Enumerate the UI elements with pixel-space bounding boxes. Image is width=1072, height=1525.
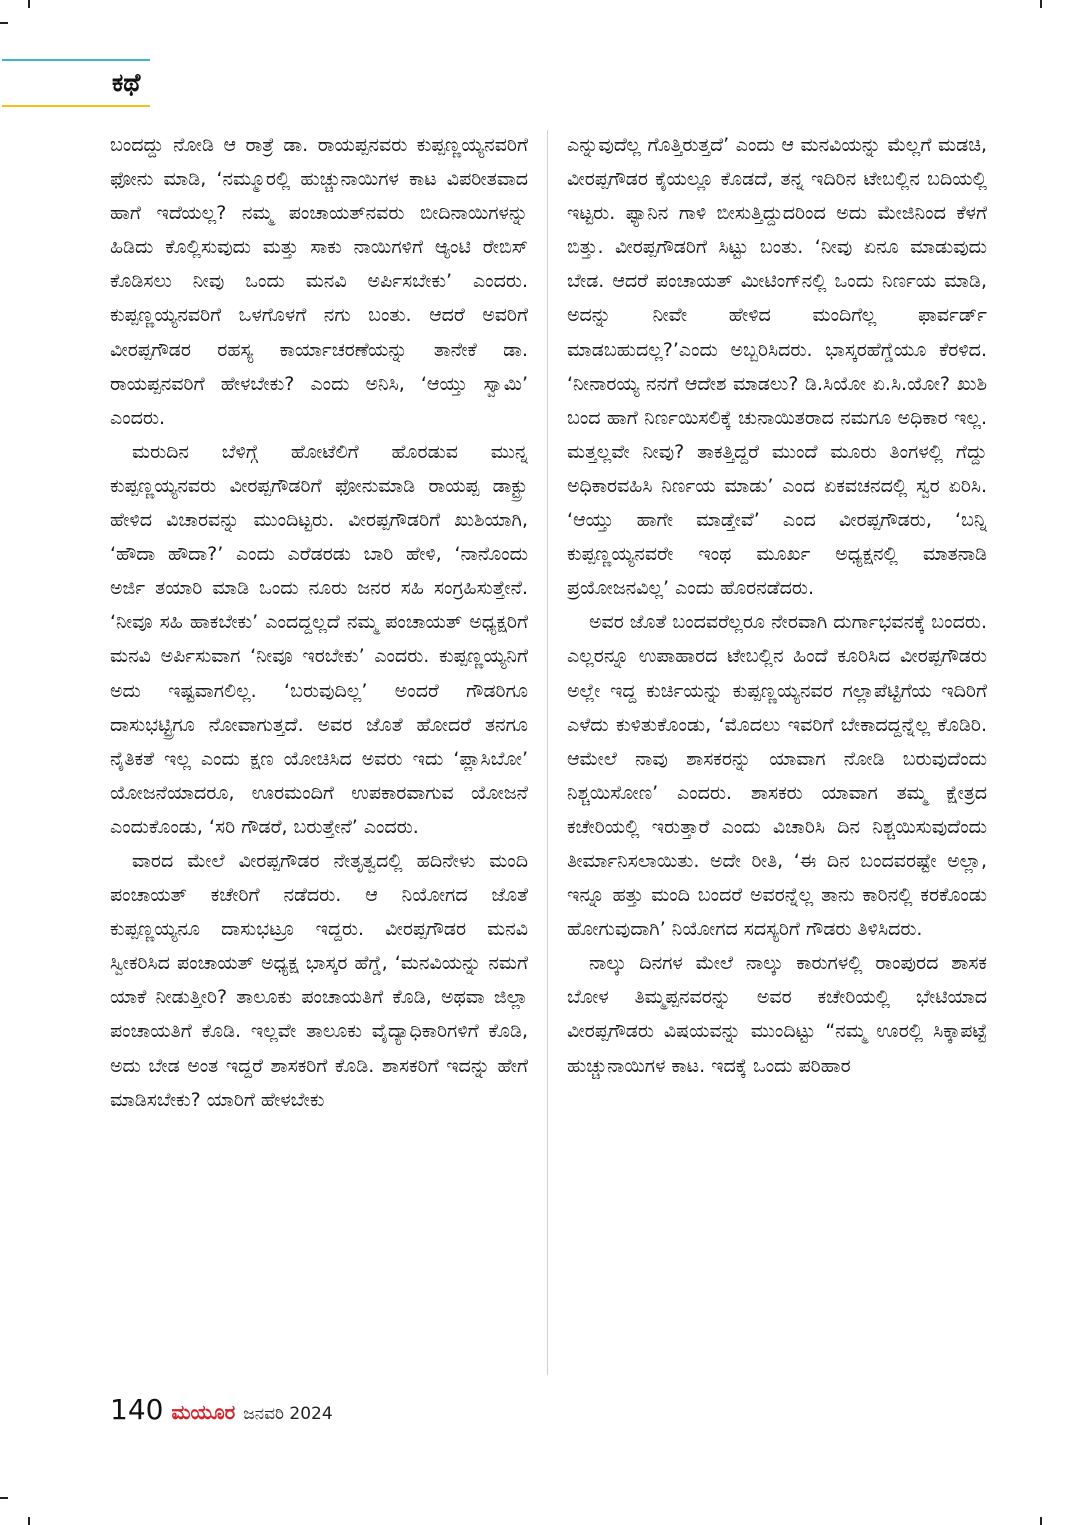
crop-mark-top-right (1040, 0, 1042, 8)
left-column (110, 128, 528, 1378)
crop-mark-bottom-left (28, 1517, 30, 1525)
section-rule-top (2, 59, 150, 61)
section-rule-bottom (2, 105, 150, 107)
column-divider (547, 130, 548, 1375)
right-column (567, 128, 987, 1378)
crop-mark-top-left (28, 0, 30, 8)
crop-mark-left-upper (0, 22, 8, 24)
right-paragraph-1: ಎನ್ನುವುದೆಲ್ಲ ಗೊತ್ತಿರುತ್ತದೆ’ ಎಂದು ಆ ಮನವಿಯನ್ನು ಮೆಲ್ಲಗೆ ಮಡಚಿ, ವೀರಪ್ಪಗೌಡರ ಕೈಯಲ್ಲೂ ಕೊಡದೆ, ತನ್ನ ಇದಿರಿನ ಟೇಬಲ್ಲಿನ ಬದಿಯಲ್ಲಿ ಇಟ್ಟರು. ಫ್ಯಾನಿನ ಗಾಳಿ ಬೀಸುತ್ತಿದ್ದುದರಿಂದ ಅದು ಮೇಜಿನಿಂದ ಕೆಳಗೆ ಬಿತ್ತು. ವೀರಪ್ಪಗೌಡರಿಗೆ ಸಿಟ್ಟು ಬಂತು. ‘ನೀವು ಏನೂ ಮಾಡುವುದು ಬೇಡ. ಆದರೆ ಪಂಚಾಯತ್ ಮೀಟಿಂಗ್‌ನಲ್ಲಿ ಒಂದು ನಿರ್ಣಯ ಮಾಡಿ, ಅದನ್ನು ನೀವೇ ಹೇಳಿದ ಮಂದಿಗೆಲ್ಲ ಫಾರ್ವರ್ಡ್ ಮಾಡಬಹುದಲ್ಲ?’ಎಂದು ಅಬ್ಬರಿಸಿದರು. ಭಾಸ್ಕರಹೆಗ್ಡೆಯೂ ಕೆರಳಿದ. ‘ನೀನಾರಯ್ಯ ನನಗೆ ಆದೇಶ ಮಾಡಲು? ಡಿ.ಸಿಯೋ ಏ.ಸಿ.ಯೋ? ಖುಶಿ ಬಂದ ಹಾಗೆ ನಿರ್ಣಯಿಸಲಿಕ್ಕೆ ಚುನಾಯಿತರಾದ ನಮಗೂ ಅಧಿಕಾರ ಇಲ್ಲ. ಮತ್ತಲ್ಲವೇ ನೀವು? ತಾಕತ್ತಿದ್ದರೆ ಮುಂದೆ ಮೂರು ತಿಂಗಳಲ್ಲಿ ಗೆದ್ದು ಅಧಿಕಾರವಹಿಸಿ ನಿರ್ಣಯ ಮಾಡು’ ಎಂದ ಏಕವಚನದಲ್ಲಿ ಸ್ವರ ಏರಿಸಿ. ‘ಆಯ್ತು ಹಾಗೇ ಮಾಡ್ತೇವೆ’ ಎಂದ ವೀರಪ್ಪಗೌಡರು, ‘ಬನ್ನಿ ಕುಪ್ಪಣ್ಣಯ್ಯನವರೇ ಇಂಥ ಮೂರ್ಖ ಅಧ್ಯಕ್ಷನಲ್ಲಿ ಮಾತನಾಡಿ ಪ್ರಯೋಜನವಿಲ್ಲ’ ಎಂದು ಹೊರನಡೆದರು. (567, 134, 987, 600)
left-paragraph-3: ವಾರದ ಮೇಲೆ ವೀರಪ್ಪಗೌಡರ ನೇತೃತ್ವದಲ್ಲಿ ಹದಿನೇಳು ಮಂದಿ ಪಂಚಾಯತ್ ಕಚೇರಿಗೆ ನಡೆದರು. ಆ ನಿಯೋಗದ ಜೊತೆ ಕುಪ್ಪಣ್ಣಯ್ಯನೂ ದಾಸುಭಟ್ರೂ ಇದ್ದರು. ವೀರಪ್ಪಗೌಡರ ಮನವಿ ಸ್ವೀಕರಿಸಿದ ಪಂಚಾಯತ್ ಅಧ್ಯಕ್ಷ ಭಾಸ್ಕರ ಹೆಗ್ಡೆ, ‘ಮನವಿಯನ್ನು ನಮಗೆ ಯಾಕೆ ನೀಡುತ್ತೀರಿ? ತಾಲೂಕು ಪಂಚಾಯತಿಗೆ ಕೊಡಿ, ಅಥವಾ ಜಿಲ್ಲಾ ಪಂಚಾಯತಿಗೆ ಕೊಡಿ. ಇಲ್ಲವೇ ತಾಲೂಕು ವೈದ್ಯಾಧಿಕಾರಿಗಳಿಗೆ ಕೊಡಿ, ಅದು ಬೇಡ ಅಂತ ಇದ್ದರೆ ಶಾಸಕರಿಗೆ ಕೊಡಿ. ಶಾಸಕರಿಗೆ ಇದನ್ನು ಹೇಗೆ ಮಾಡಿಸಬೇಕು? ಯಾರಿಗೆ ಹೇಳಬೇಕು (110, 849, 528, 1111)
crop-mark-left-lower (0, 1497, 8, 1499)
right-paragraph-2: ಅವರ ಜೊತೆ ಬಂದವರೆಲ್ಲರೂ ನೇರವಾಗಿ ದುರ್ಗಾಭವನಕ್ಕೆ ಬಂದರು. ಎಲ್ಲರನ್ನೂ ಉಪಾಹಾರದ ಟೇಬಲ್ಲಿನ ಹಿಂದೆ ಕೂರಿಸಿದ ವೀರಪ್ಪಗೌಡರು ಅಲ್ಲೇ ಇದ್ದ ಕುರ್ಚಿಯನ್ನು ಕುಪ್ಪಣ್ಣಯ್ಯನವರ ಗಲ್ಲಾಪೆಟ್ಟಿಗೆಯ ಇದಿರಿಗೆ ಎಳೆದು ಕುಳಿತುಕೊಂಡು, ‘ಮೊದಲು ಇವರಿಗೆ ಬೇಕಾದದ್ದನ್ನೆಲ್ಲ ಕೊಡಿರಿ. ಆಮೇಲೆ ನಾವು ಶಾಸಕರನ್ನು ಯಾವಾಗ ನೋಡಿ ಬರುವುದೆಂದು ನಿಶ್ಚಯಿಸೋಣ’ ಎಂದರು. ಶಾಸಕರು ಯಾವಾಗ ತಮ್ಮ ಕ್ಷೇತ್ರದ ಕಚೇರಿಯಲ್ಲಿ ಇರುತ್ತಾರೆ ಎಂದು ವಿಚಾರಿಸಿ ದಿನ ನಿಶ್ಚಯಿಸುವುದೆಂದು ತೀರ್ಮಾನಿಸಲಾಯಿತು. ಅದೇ ರೀತಿ, ‘ಈ ದಿನ ಬಂದವರಷ್ಟೇ ಅಲ್ಲಾ, ಇನ್ನೂ ಹತ್ತು ಮಂದಿ ಬಂದರೆ ಅವರನ್ನೆಲ್ಲ ತಾನು ಕಾರಿನಲ್ಲಿ ಕರಕೊಂಡು ಹೋಗುವುದಾಗಿ’ ನಿಯೋಗದ ಸದಸ್ಯರಿಗೆ ಗೌಡರು ತಿಳಿಸಿದರು. (567, 611, 987, 941)
right-paragraph-3: ನಾಲ್ಕು ದಿನಗಳ ಮೇಲೆ ನಾಲ್ಕು ಕಾರುಗಳಲ್ಲಿ ರಾಂಪುರದ ಶಾಸಕ ಬೋಳ ತಿಮ್ಮಪ್ಪನವರನ್ನು ಅವರ ಕಚೇರಿಯಲ್ಲಿ ಭೇಟಿಯಾದ ವೀರಪ್ಪಗೌಡರು ವಿಷಯವನ್ನು ಮುಂದಿಟ್ಟು “ನಮ್ಮ ಊರಲ್ಲಿ ಸಿಕ್ಕಾಪಟ್ಟೆ ಹುಚ್ಚುನಾಯಿಗಳ ಕಾಟ. ಇದಕ್ಕೆ ಒಂದು ಪರಿಹಾರ (567, 952, 987, 1077)
section-label: ಕಥೆ (112, 68, 141, 97)
page-footer (110, 1393, 333, 1427)
crop-mark-bottom-right (1040, 1517, 1042, 1525)
magazine-logo: ಮಯೂರ (171, 1400, 236, 1424)
left-paragraph-2: ಮರುದಿನ ಬೆಳಿಗ್ಗೆ ಹೋಟೆಲಿಗೆ ಹೊರಡುವ ಮುನ್ನ ಕುಪ್ಪಣ್ಣಯ್ಯನವರು ವೀರಪ್ಪಗೌಡರಿಗೆ ಫೋನುಮಾಡಿ ರಾಯಪ್ಪ ಡಾಕ್ಟ್ರು ಹೇಳಿದ ವಿಚಾರವನ್ನು ಮುಂದಿಟ್ಟರು. ವೀರಪ್ಪಗೌಡರಿಗೆ ಖುಶಿಯಾಗಿ, ‘ಹೌದಾ ಹೌದಾ?’ ಎಂದು ಎರೆಡರಡು ಬಾರಿ ಹೇಳಿ, ‘ನಾನೊಂದು ಅರ್ಜಿ ತಯಾರಿ ಮಾಡಿ ಒಂದು ನೂರು ಜನರ ಸಹಿ ಸಂಗ್ರಹಿಸುತ್ತೇನೆ. ‘ನೀವೂ ಸಹಿ ಹಾಕಬೇಕು’ ಎಂದದ್ದಲ್ಲದೆ ನಮ್ಮ ಪಂಚಾಯತ್ ಅಧ್ಯಕ್ಷರಿಗೆ ಮನವಿ ಅರ್ಪಿಸುವಾಗ ‘ನೀವೂ ಇರಬೇಕು’ ಎಂದರು. ಕುಪ್ಪಣ್ಣಯ್ಯನಿಗೆ ಅದು ಇಷ್ಟವಾಗಲಿಲ್ಲ. ‘ಬರುವುದಿಲ್ಲ’ ಅಂದರೆ ಗೌಡರಿಗೂ ದಾಸುಭಟ್ಟ್ರಿಗೂ ನೋವಾಗುತ್ತದೆ. ಅವರ ಜೊತೆ ಹೋದರೆ ತನಗೂ ನೈತಿಕತೆ ಇಲ್ಲ ಎಂದು ಕ್ಷಣ ಯೋಚಿಸಿದ ಅವರು ಇದು ‘ಪ್ಲಾಸಿಬೋ’ ಯೋಜನೆಯಾದರೂ, ಊರಮಂದಿಗೆ ಉಪಕಾರವಾಗುವ ಯೋಜನೆ ಎಂದುಕೊಂಡು, ‘ಸರಿ ಗೌಡರೆ, ಬರುತ್ತೇನೆ’ ಎಂದರು. (110, 440, 528, 838)
page-number: 140 (110, 1393, 164, 1426)
left-paragraph-1: ಬಂದದ್ದು ನೋಡಿ ಆ ರಾತ್ರೆ ಡಾ. ರಾಯಪ್ಪನವರು ಕುಪ್ಪಣ್ಣಯ್ಯನವರಿಗೆ ಫೋನು ಮಾಡಿ, ‘ನಮ್ಮೂರಲ್ಲಿ ಹುಚ್ಚುನಾಯಿಗಳ ಕಾಟ ವಿಪರೀತವಾದ ಹಾಗೆ ಇದೆಯಲ್ಲ? ನಮ್ಮ ಪಂಚಾಯತ್‌ನವರು ಬೀದಿನಾಯಿಗಳನ್ನು ಹಿಡಿದು ಕೊಲ್ಲಿಸುವುದು ಮತ್ತು ಸಾಕು ನಾಯಿಗಳಿಗೆ ಆ್ಯಂಟಿ ರೇಬಿಸ್ ಕೊಡಿಸಲು ನೀವು ಒಂದು ಮನವಿ ಅರ್ಪಿಸಬೇಕು’ ಎಂದರು. ಕುಪ್ಪಣ್ಣಯ್ಯನವರಿಗೆ ಒಳಗೊಳಗೆ ನಗು ಬಂತು. ಆದರೆ ಅವರಿಗೆ ವೀರಪ್ಪಗೌಡರ ರಹಸ್ಯ ಕಾರ್ಯಾಚರಣೆಯನ್ನು ತಾನೇಕೆ ಡಾ. ರಾಯಪ್ಪನವರಿಗೆ ಹೇಳಬೇಕು? ಎಂದು ಅನಿಸಿ, ‘ಆಯ್ತು ಸ್ವಾಮಿ’ ಎಂದರು. (110, 134, 528, 429)
issue-date: ಜನವರಿ 2024 (243, 1404, 333, 1424)
